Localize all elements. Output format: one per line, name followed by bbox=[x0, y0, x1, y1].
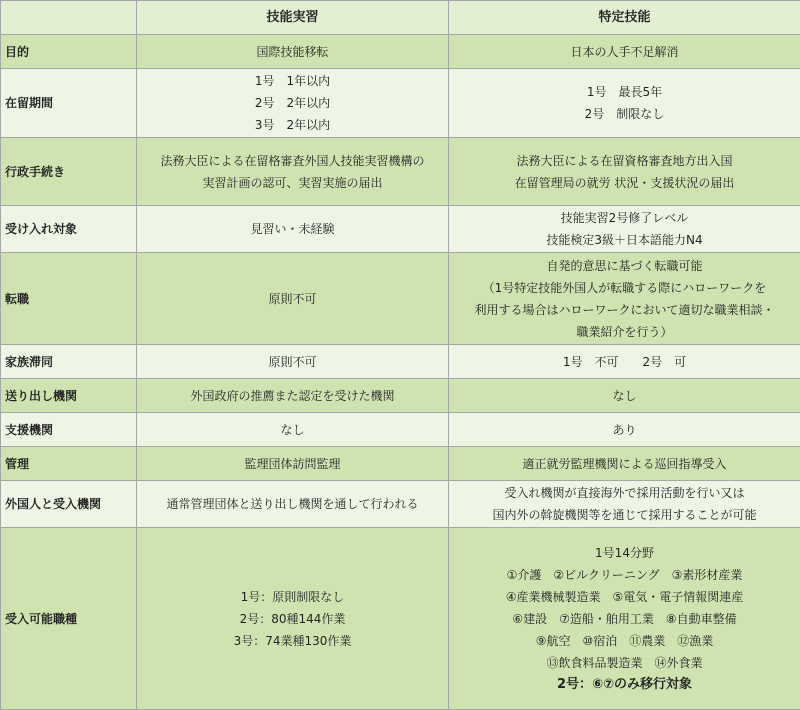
cell-line: 通常管理団体と送り出し機関を通して行われる bbox=[141, 493, 444, 515]
skilled-cell bbox=[449, 481, 800, 528]
intern-cell bbox=[137, 138, 449, 206]
skilled-cell bbox=[449, 345, 800, 379]
cell-line: 外国政府の推薦また認定を受けた機関 bbox=[141, 385, 444, 407]
intern-cell bbox=[137, 447, 449, 481]
table-row bbox=[1, 413, 800, 447]
row-label: 管理 bbox=[1, 447, 137, 481]
cell-line: 1号：原則制限なし bbox=[141, 586, 444, 608]
cell-line: 日本の人手不足解消 bbox=[453, 41, 796, 63]
cell-line: ④産業機械製造業 ⑤電気・電子情報関連産 bbox=[453, 586, 796, 608]
table-row bbox=[1, 481, 800, 528]
table-row bbox=[1, 528, 800, 710]
intern-cell bbox=[137, 69, 449, 138]
cell-line: 1号 1年以内 bbox=[141, 70, 444, 92]
cell-line: 実習計画の認可、実習実施の届出 bbox=[141, 172, 444, 194]
skilled-cell bbox=[449, 138, 800, 206]
intern-cell bbox=[137, 379, 449, 413]
skilled-cell bbox=[449, 253, 800, 345]
intern-cell bbox=[137, 35, 449, 69]
cell-line: 2号 制限なし bbox=[453, 103, 796, 125]
row-label: 受け入れ対象 bbox=[1, 206, 137, 253]
cell-line: 技能検定3級＋日本語能力N4 bbox=[453, 229, 796, 251]
table-row bbox=[1, 69, 800, 138]
cell-line: 監理団体訪問監理 bbox=[141, 453, 444, 475]
skilled-cell bbox=[449, 379, 800, 413]
cell-line: 自発的意思に基づく転職可能 bbox=[453, 255, 796, 277]
skilled-cell bbox=[449, 69, 800, 138]
cell-line: ⑥建設 ⑦造船・舶用工業 ⑧自動車整備 bbox=[453, 608, 796, 630]
cell-line: ⑨航空 ⑩宿泊 ⑪農業 ⑫漁業 bbox=[453, 630, 796, 652]
intern-cell bbox=[137, 206, 449, 253]
header-corner bbox=[1, 1, 137, 35]
cell-line: 国際技能移転 bbox=[141, 41, 444, 63]
skilled-cell bbox=[449, 447, 800, 481]
row-label: 在留期間 bbox=[1, 69, 137, 138]
cell-line: （1号特定技能外国人が転職する際にハローワークを bbox=[453, 277, 796, 299]
row-label: 転職 bbox=[1, 253, 137, 345]
cell-line: 2号 2年以内 bbox=[141, 92, 444, 114]
row-label: 目的 bbox=[1, 35, 137, 69]
table-row bbox=[1, 138, 800, 206]
cell-line: 法務大臣による在留格審査外国人技能実習機構の bbox=[141, 150, 444, 172]
intern-cell bbox=[137, 413, 449, 447]
cell-line: 原則不可 bbox=[141, 288, 444, 310]
cell-line: なし bbox=[453, 385, 796, 407]
row-label: 行政手続き bbox=[1, 138, 137, 206]
cell-line: 技能実習2号修了レベル bbox=[453, 207, 796, 229]
cell-line: 原則不可 bbox=[141, 351, 444, 373]
table-row bbox=[1, 253, 800, 345]
cell-line: 3号 2年以内 bbox=[141, 114, 444, 136]
header-specified-skilled: 特定技能 bbox=[449, 1, 800, 35]
intern-cell bbox=[137, 253, 449, 345]
cell-line: 適正就労監理機関による巡回指導受入 bbox=[453, 453, 796, 475]
intern-cell bbox=[137, 345, 449, 379]
cell-line: 国内外の斡旋機関等を通じて採用することが可能 bbox=[453, 504, 796, 526]
table-row bbox=[1, 206, 800, 253]
skilled-cell bbox=[449, 528, 800, 710]
header-technical-intern: 技能実習 bbox=[137, 1, 449, 35]
row-label: 外国人と受入機関 bbox=[1, 481, 137, 528]
cell-line: 2号：80種144作業 bbox=[141, 608, 444, 630]
table-row bbox=[1, 447, 800, 481]
intern-cell bbox=[137, 528, 449, 710]
cell-line: ①介護 ②ビルクリーニング ③素形材産業 bbox=[453, 564, 796, 586]
cell-line: 見習い・未経験 bbox=[141, 218, 444, 240]
cell-line: 3号：74業種130作業 bbox=[141, 630, 444, 652]
row-label: 家族滞同 bbox=[1, 345, 137, 379]
header-row bbox=[1, 1, 800, 35]
cell-line: 受入れ機関が直接海外で採用活動を行い又は bbox=[453, 482, 796, 504]
cell-line: あり bbox=[453, 419, 796, 441]
table-row bbox=[1, 35, 800, 69]
skilled-cell bbox=[449, 35, 800, 69]
cell-line: なし bbox=[141, 419, 444, 441]
cell-line-emphasis: 2号：⑥⑦のみ移行対象 bbox=[453, 674, 796, 696]
table-row bbox=[1, 345, 800, 379]
cell-line: 職業紹介を行う） bbox=[453, 321, 796, 343]
cell-line: 1号 最長5年 bbox=[453, 81, 796, 103]
cell-line: 1号 不可 2号 可 bbox=[453, 351, 796, 373]
skilled-cell bbox=[449, 206, 800, 253]
intern-cell bbox=[137, 481, 449, 528]
skilled-cell bbox=[449, 413, 800, 447]
table-row bbox=[1, 379, 800, 413]
row-label: 送り出し機関 bbox=[1, 379, 137, 413]
cell-line: 在留管理局の就労 状況・支援状況の届出 bbox=[453, 172, 796, 194]
cell-line: ⑬飲食料品製造業 ⑭外食業 bbox=[453, 652, 796, 674]
row-label: 支援機関 bbox=[1, 413, 137, 447]
cell-line: 1号14分野 bbox=[453, 542, 796, 564]
cell-line: 法務大臣による在留資格審査地方出入国 bbox=[453, 150, 796, 172]
cell-line: 利用する場合はハローワークにおいて適切な職業相談・ bbox=[453, 299, 796, 321]
row-label: 受入可能職種 bbox=[1, 528, 137, 710]
